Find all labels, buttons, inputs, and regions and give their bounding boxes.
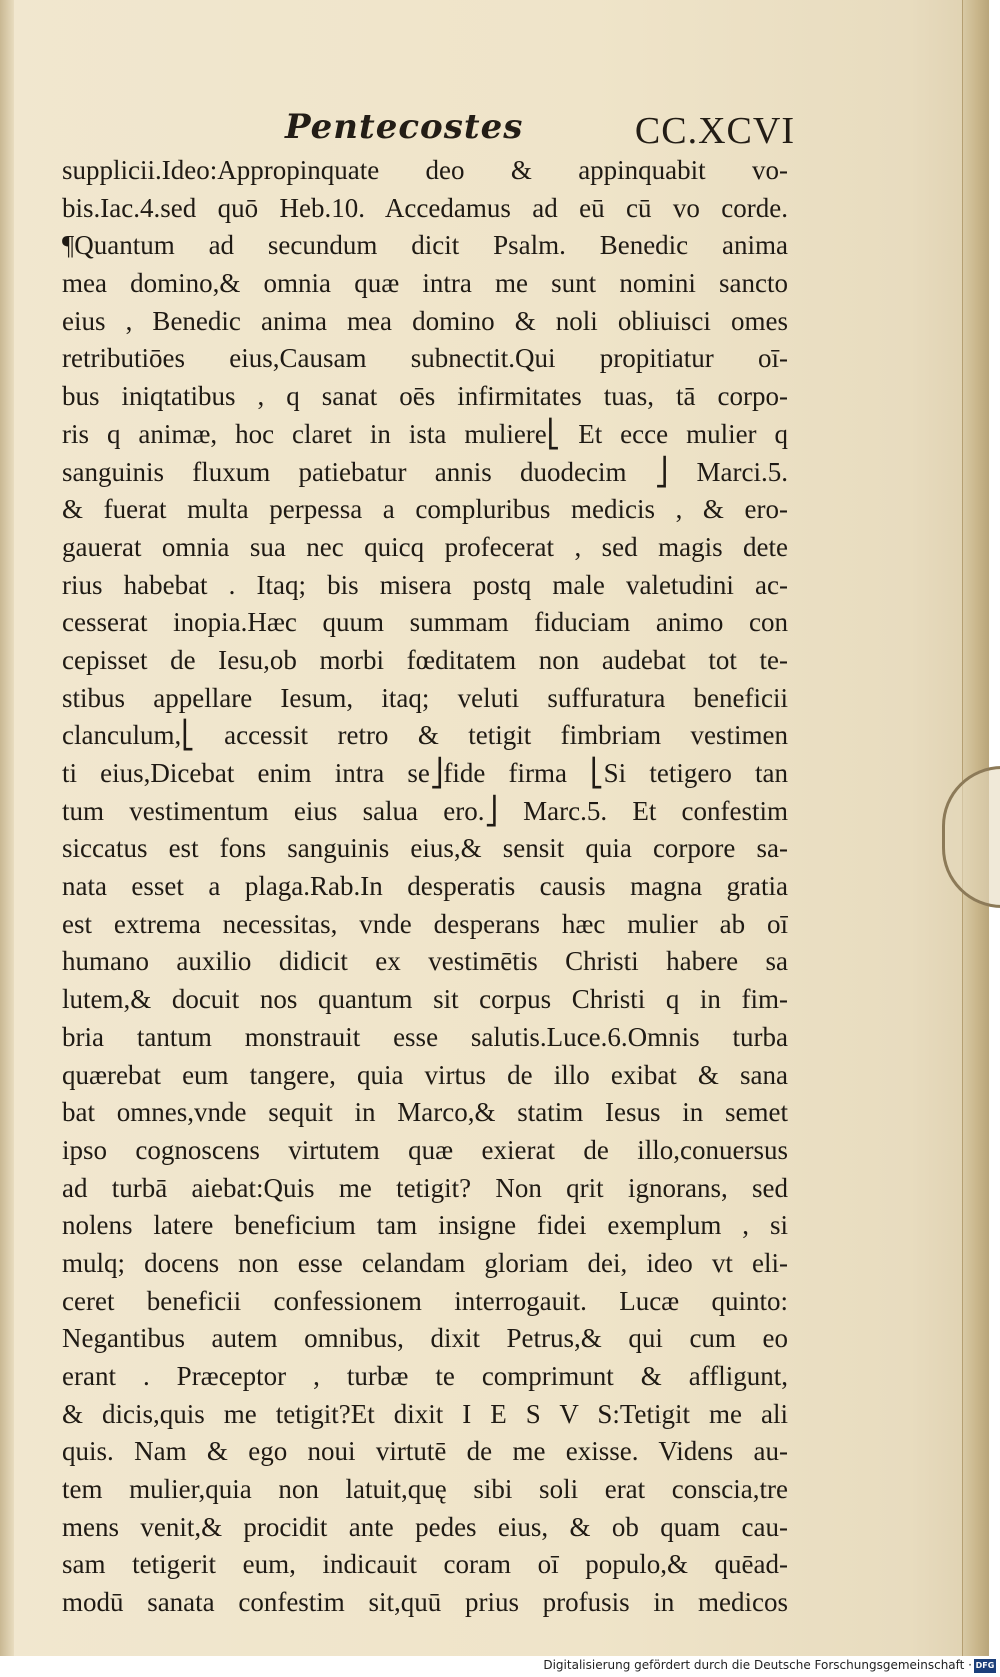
- text-line: tum vestimentum eius salua ero.⎦ Marc.5. Et confestim: [62, 795, 788, 826]
- text-line: retributiōes eius,Causam subnectit.Qui propitiatur oī-: [62, 343, 788, 374]
- binding-shadow: [0, 0, 14, 1656]
- text-line: supplicii.Ideo:Appropinquate deo & appinquabit vo-: [62, 155, 788, 185]
- text-line: Negantibus autem omnibus, dixit Petrus,& qui cum eo: [62, 1323, 788, 1354]
- digitization-credit: Digitalisierung gefördert durch die Deutsche Forschungsgemeinschaft ·: [543, 1658, 972, 1672]
- running-head: Pentecostes: [285, 107, 524, 147]
- footer-bar: [0, 1656, 1000, 1677]
- text-line: clanculum,⎣ accessit retro & tetigit fimbriam vestimen: [62, 720, 788, 751]
- body-text: [62, 152, 788, 1622]
- text-line: quis. Nam & ego noui virtutē de me exisse. Videns au-: [62, 1436, 788, 1467]
- text-line: stibus appellare Iesum, itaq; veluti suffuratura beneficii: [62, 682, 788, 713]
- text-line: mens venit,& procidit ante pedes eius, & ob quam cau-: [62, 1511, 788, 1542]
- book-clasp-image: [942, 766, 1000, 908]
- text-line: modū sanata confestim sit,quū prius profusis in medicos: [62, 1587, 788, 1618]
- text-line: lutem,& docuit nos quantum sit corpus Christi q in fim-: [62, 984, 788, 1015]
- text-line: bat omnes,vnde sequit in Marco,& statim Iesus in semet: [62, 1097, 788, 1128]
- page-header: [285, 107, 795, 157]
- folio-number: CC.XCVI: [634, 110, 795, 152]
- text-line: gauerat omnia sua nec quicq profecerat , sed magis dete: [62, 531, 788, 562]
- text-line: sanguinis fluxum patiebatur annis duodecim ⎦ Marci.5.: [62, 456, 788, 487]
- text-line: nata esset a plaga.Rab.In desperatis causis magna gratia: [62, 871, 788, 902]
- text-line: humano auxilio didicit ex vestimētis Christi habere sa: [62, 946, 788, 977]
- text-line: bria tantum monstrauit esse salutis.Luce.6.Omnis turba: [62, 1021, 788, 1052]
- text-line: rius habebat . Itaq; bis misera postq male valetudini ac-: [62, 569, 788, 600]
- text-line: tem mulier,quia non latuit,quę sibi soli erat conscia,tre: [62, 1474, 788, 1505]
- text-line: cesserat inopia.Hæc quum summam fiduciam animo con: [62, 607, 788, 638]
- text-line: nolens latere beneficium tam insigne fidei exemplum , si: [62, 1210, 788, 1241]
- text-line: ris q animæ, hoc claret in ista muliere⎣ Et ecce mulier q: [62, 418, 788, 449]
- text-line: ti eius,Dicebat enim intra se⎦fide firma ⎣Si tetigero tan: [62, 758, 788, 788]
- text-line: & dicis,quis me tetigit?Et dixit I E S V S:Tetigit me ali: [62, 1398, 788, 1429]
- text-line: cepisset de Iesu,ob morbi fœditatem non audebat tot te-: [62, 644, 788, 675]
- text-line: ipso cognoscens virtutem quæ exierat de illo,conuersus: [62, 1134, 788, 1165]
- text-line: sam tetigerit eum, indicauit coram oī populo,& quēad-: [62, 1549, 788, 1580]
- text-line: est extrema necessitas, vnde desperans hæc mulier ab oī: [62, 908, 788, 939]
- text-line: siccatus est fons sanguinis eius,& sensit quia corpore sa-: [62, 833, 788, 864]
- dfg-logo: DFG: [974, 1659, 996, 1673]
- text-line: ad turbā aiebat:Quis me tetigit? Non qrit ignorans, sed: [62, 1172, 788, 1203]
- text-line: eius , Benedic anima mea domino & noli obliuisci omes: [62, 305, 788, 336]
- text-line: bis.Iac.4.sed quō Heb.10. Accedamus ad eū cū vo corde.: [62, 192, 788, 223]
- text-line: mea domino,& omnia quæ intra me sunt nomini sancto: [62, 268, 788, 299]
- text-line: quærebat eum tangere, quia virtus de illo exibat & sana: [62, 1059, 788, 1090]
- text-line: & fuerat multa perpessa a compluribus medicis , & ero-: [62, 494, 788, 525]
- text-line: bus iniqtatibus , q sanat oēs infirmitates tuas, tā corpo-: [62, 381, 788, 412]
- text-line: ceret beneficii confessionem interrogauit. Lucæ quinto:: [62, 1285, 788, 1316]
- text-line: erant . Præceptor , turbæ te comprimunt & affligunt,: [62, 1361, 788, 1391]
- text-line: ¶Quantum ad secundum dicit Psalm. Benedic anima: [62, 230, 788, 261]
- text-line: mulq; docens non esse celandam gloriam dei, ideo vt eli-: [62, 1247, 788, 1278]
